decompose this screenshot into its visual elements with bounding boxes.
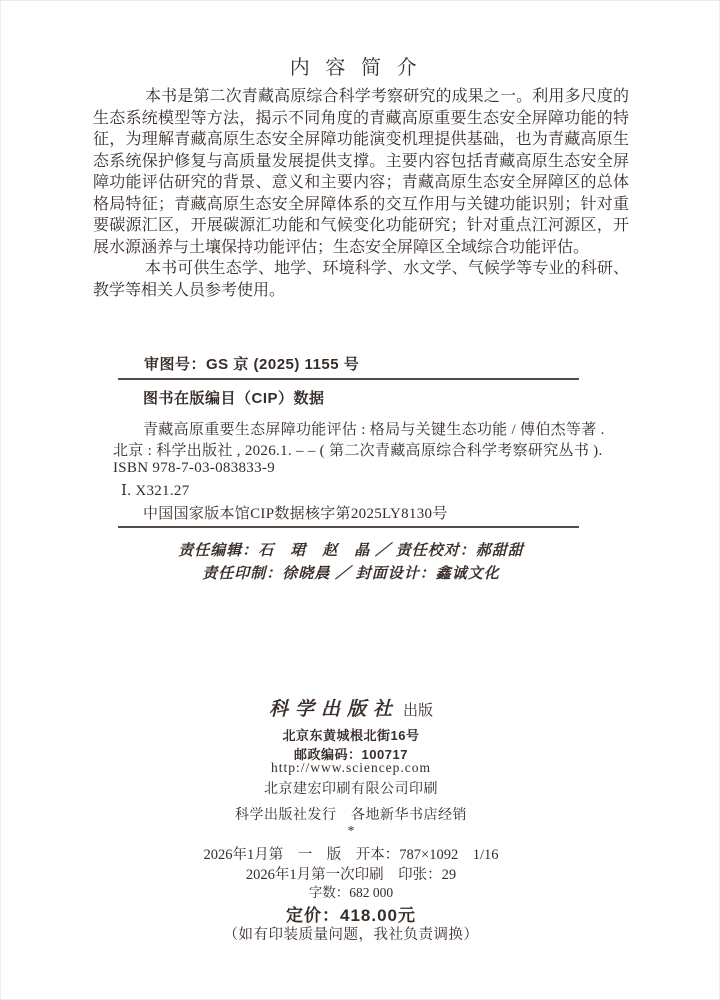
publisher-address: 北京东黄城根北街16号 bbox=[282, 728, 420, 743]
asterisk-separator: * bbox=[347, 824, 355, 839]
map-approval-line bbox=[144, 353, 359, 374]
publisher-logo: 科学出版社 bbox=[268, 699, 399, 720]
cip-heading: 图书在版编目（CIP）数据 bbox=[143, 390, 325, 407]
divider-rule-bottom bbox=[118, 526, 579, 528]
publisher-line bbox=[1, 694, 701, 721]
distribution-line: 科学出版社发行 各地新华书店经销 bbox=[235, 808, 467, 823]
publisher-postcode: 邮政编码：100717 bbox=[294, 747, 408, 762]
cip-title-line: 青藏高原重要生态屏障功能评估 : 格局与关键生态功能 / 傅伯杰等著 . bbox=[143, 422, 605, 438]
quality-note: （如有印装质量问题，我社负责调换） bbox=[223, 927, 479, 943]
cip-isbn-line: ISBN 978-7-03-083833-9 bbox=[113, 460, 276, 476]
word-count-line: 字数：682 000 bbox=[308, 885, 394, 900]
intro-paragraph-1: 本书是第二次青藏高原综合科学考察研究的成果之一。利用多尺度的生态系统模型等方法，揭示不同角度的青藏高原重要生态安全屏障功能的特征，为理解青藏高原生态安全屏障功能演变机理提供基础，也为青藏高原生态系统保护修复与高质量发展提供支撑。主要内容包括青藏高原生态安全屏障功能评估研究的背景、意义和主要内容；青藏高原生态安全屏障区的总体格局特征；青藏高原生态安全屏障体系的交互作用与关键功能识别；针对重要碳源汇区，开展碳源汇功能和气候变化功能研究；针对重点江河源区，开展水源涵养与土壤保持功能评估；生态安全屏障区全域综合功能评估。 bbox=[93, 88, 629, 256]
cip-record-number-line: 中国国家版本馆CIP数据核字第2025LY8130号 bbox=[143, 506, 448, 522]
printer-line: 北京建宏印刷有限公司印刷 bbox=[264, 780, 438, 796]
cip-imprint-line: 北京 : 科学出版社 , 2026.1. – – ( 第二次青藏高原综合科学考察研究丛书 ). bbox=[113, 443, 603, 459]
impression-line: 2026年1月第一次印刷 印张：29 bbox=[245, 867, 457, 883]
price-line: 定价：418.00元 bbox=[286, 906, 416, 925]
intro-section bbox=[93, 86, 629, 301]
staff-editors-line: 责任编辑：石 珺 赵 晶 ／ 责任校对：郝甜甜 bbox=[178, 543, 524, 559]
edition-line: 2026年1月第 一 版 开本：787×1092 1/16 bbox=[203, 847, 499, 863]
divider-rule-top bbox=[118, 378, 579, 380]
intro-paragraph-2: 本书可供生态学、地学、环境科学、水文学、气候学等专业的科研、教学等相关人员参考使用。 bbox=[93, 260, 629, 299]
staff-production-line: 责任印制：徐晓晨 ／ 封面设计：鑫诚文化 bbox=[202, 566, 500, 582]
publisher-suffix: 出版 bbox=[403, 703, 434, 719]
map-approval-number: GS 京 (2025) 1155 号 bbox=[206, 356, 360, 373]
page-title: 内容简介 bbox=[289, 57, 433, 79]
publisher-website: http://www.sciencep.com bbox=[270, 760, 432, 775]
map-approval-label: 审图号： bbox=[144, 356, 207, 373]
cip-classification-line: Ⅰ. X321.27 bbox=[121, 483, 190, 499]
